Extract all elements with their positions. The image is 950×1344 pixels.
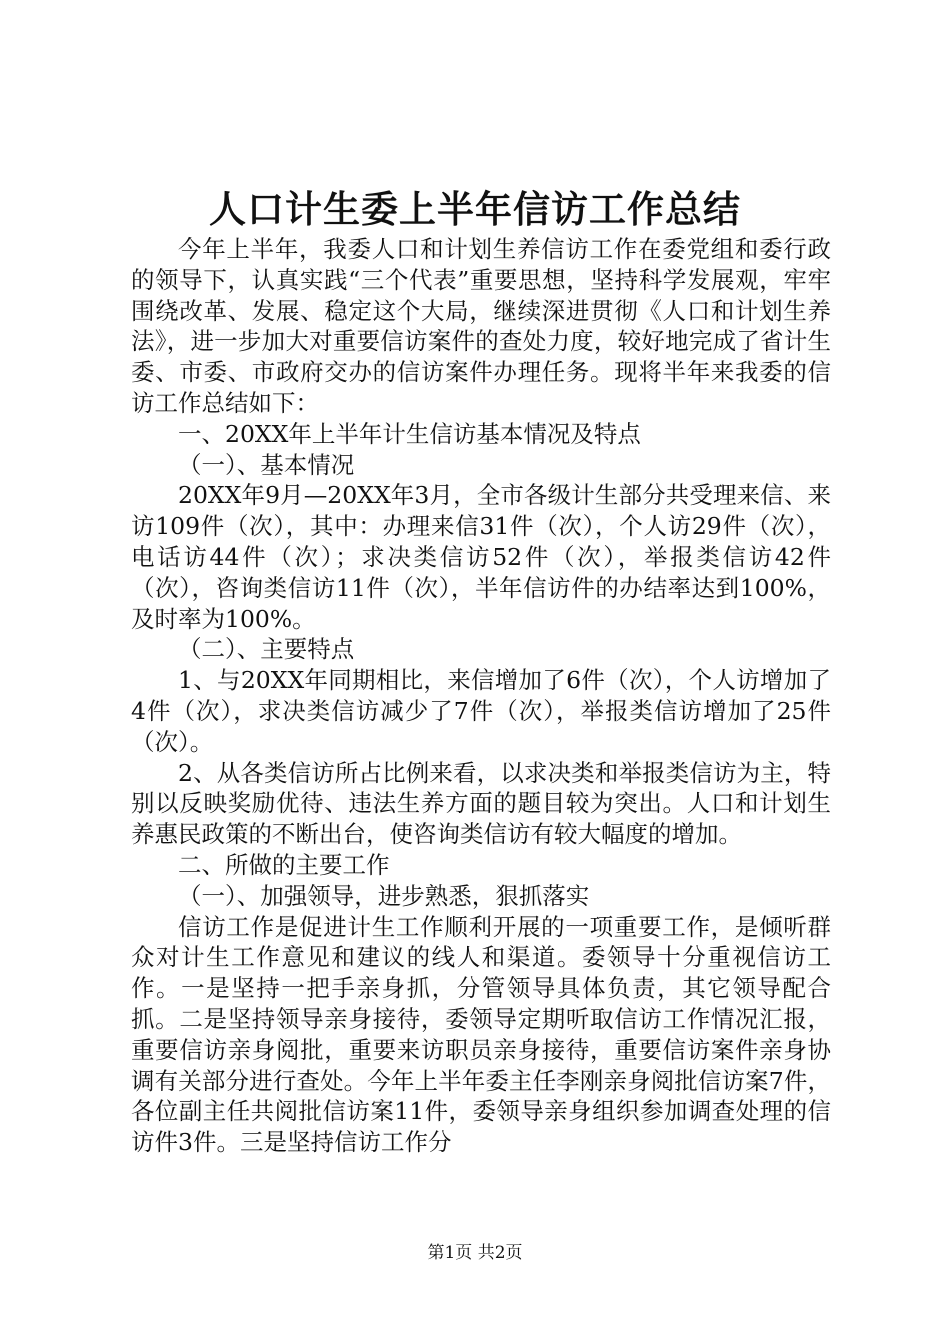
feature-paragraph-2: 2、从各类信访所占比例来看，以求决类和举报类信访为主，特别以反映奖励优待、违法生养方面的题目较为突出。人口和计划生养惠民政策的不断出台，使咨询类信访有较大幅度的增加。 bbox=[131, 758, 831, 849]
feature-paragraph-1: 1、与20XX年同期相比，来信增加了6件（次），个人访增加了4件（次），求决类信访减少了7件（次），举报类信访增加了25件（次）。 bbox=[131, 666, 831, 756]
leadership-paragraph: 信访工作是促进计生工作顺利开展的一项重要工作，是倾听群众对计生工作意见和建议的线人和渠道。委领导十分重视信访工作。一是坚持一把手亲身抓，分管领导具体负责，其它领导配合抓。二是坚持领导亲身接待，委领导定期听取信访工作情况汇报，重要信访亲身阅批，重要来访职员亲身接待，重要信访案件亲身协调有关部分进行查处。今年上半年委主任李刚亲身阅批信访案7件，各位副主任共阅批信访案11件，委领导亲身组织参加调查处理的信访件3件。三是坚持信访工作分 bbox=[131, 912, 831, 1157]
page-footer: 第1页 共2页 bbox=[427, 1243, 523, 1263]
section-heading-2: 二、所做的主要工作 bbox=[178, 850, 390, 879]
subsection-heading-2-1: （一）、加强领导，进步熟悉，狠抓落实 bbox=[178, 881, 590, 910]
basic-situation-paragraph: 20XX年9月—20XX年3月，全市各级计生部分共受理来信、来访109件（次），其中：办理来信31件（次），个人访29件（次），电话访44件（次）；求决类信访52件（次），举报类信访42件（次），咨询类信访11件（次），半年信访件的办结率达到100%，及时率为100%。 bbox=[131, 481, 831, 633]
subsection-heading-1-2: （二）、主要特点 bbox=[178, 635, 355, 664]
document-title: 人口计生委上半年信访工作总结 bbox=[209, 187, 741, 231]
subsection-heading-1-1: （一）、基本情况 bbox=[178, 450, 355, 479]
document-body bbox=[131, 234, 831, 1158]
section-heading-1: 一、20XX年上半年计生信访基本情况及特点 bbox=[178, 419, 641, 448]
intro-paragraph: 今年上半年，我委人口和计划生养信访工作在委党组和委行政的领导下，认真实践“三个代表”重要思想，坚持科学发展观，牢牢围绕改革、发展、稳定这个大局，继续深进贯彻《人口和计划生养法》，进一步加大对重要信访案件的查处力度，较好地完成了省计生委、市委、市政府交办的信访案件办理任务。现将半年来我委的信访工作总结如下： bbox=[131, 235, 831, 417]
